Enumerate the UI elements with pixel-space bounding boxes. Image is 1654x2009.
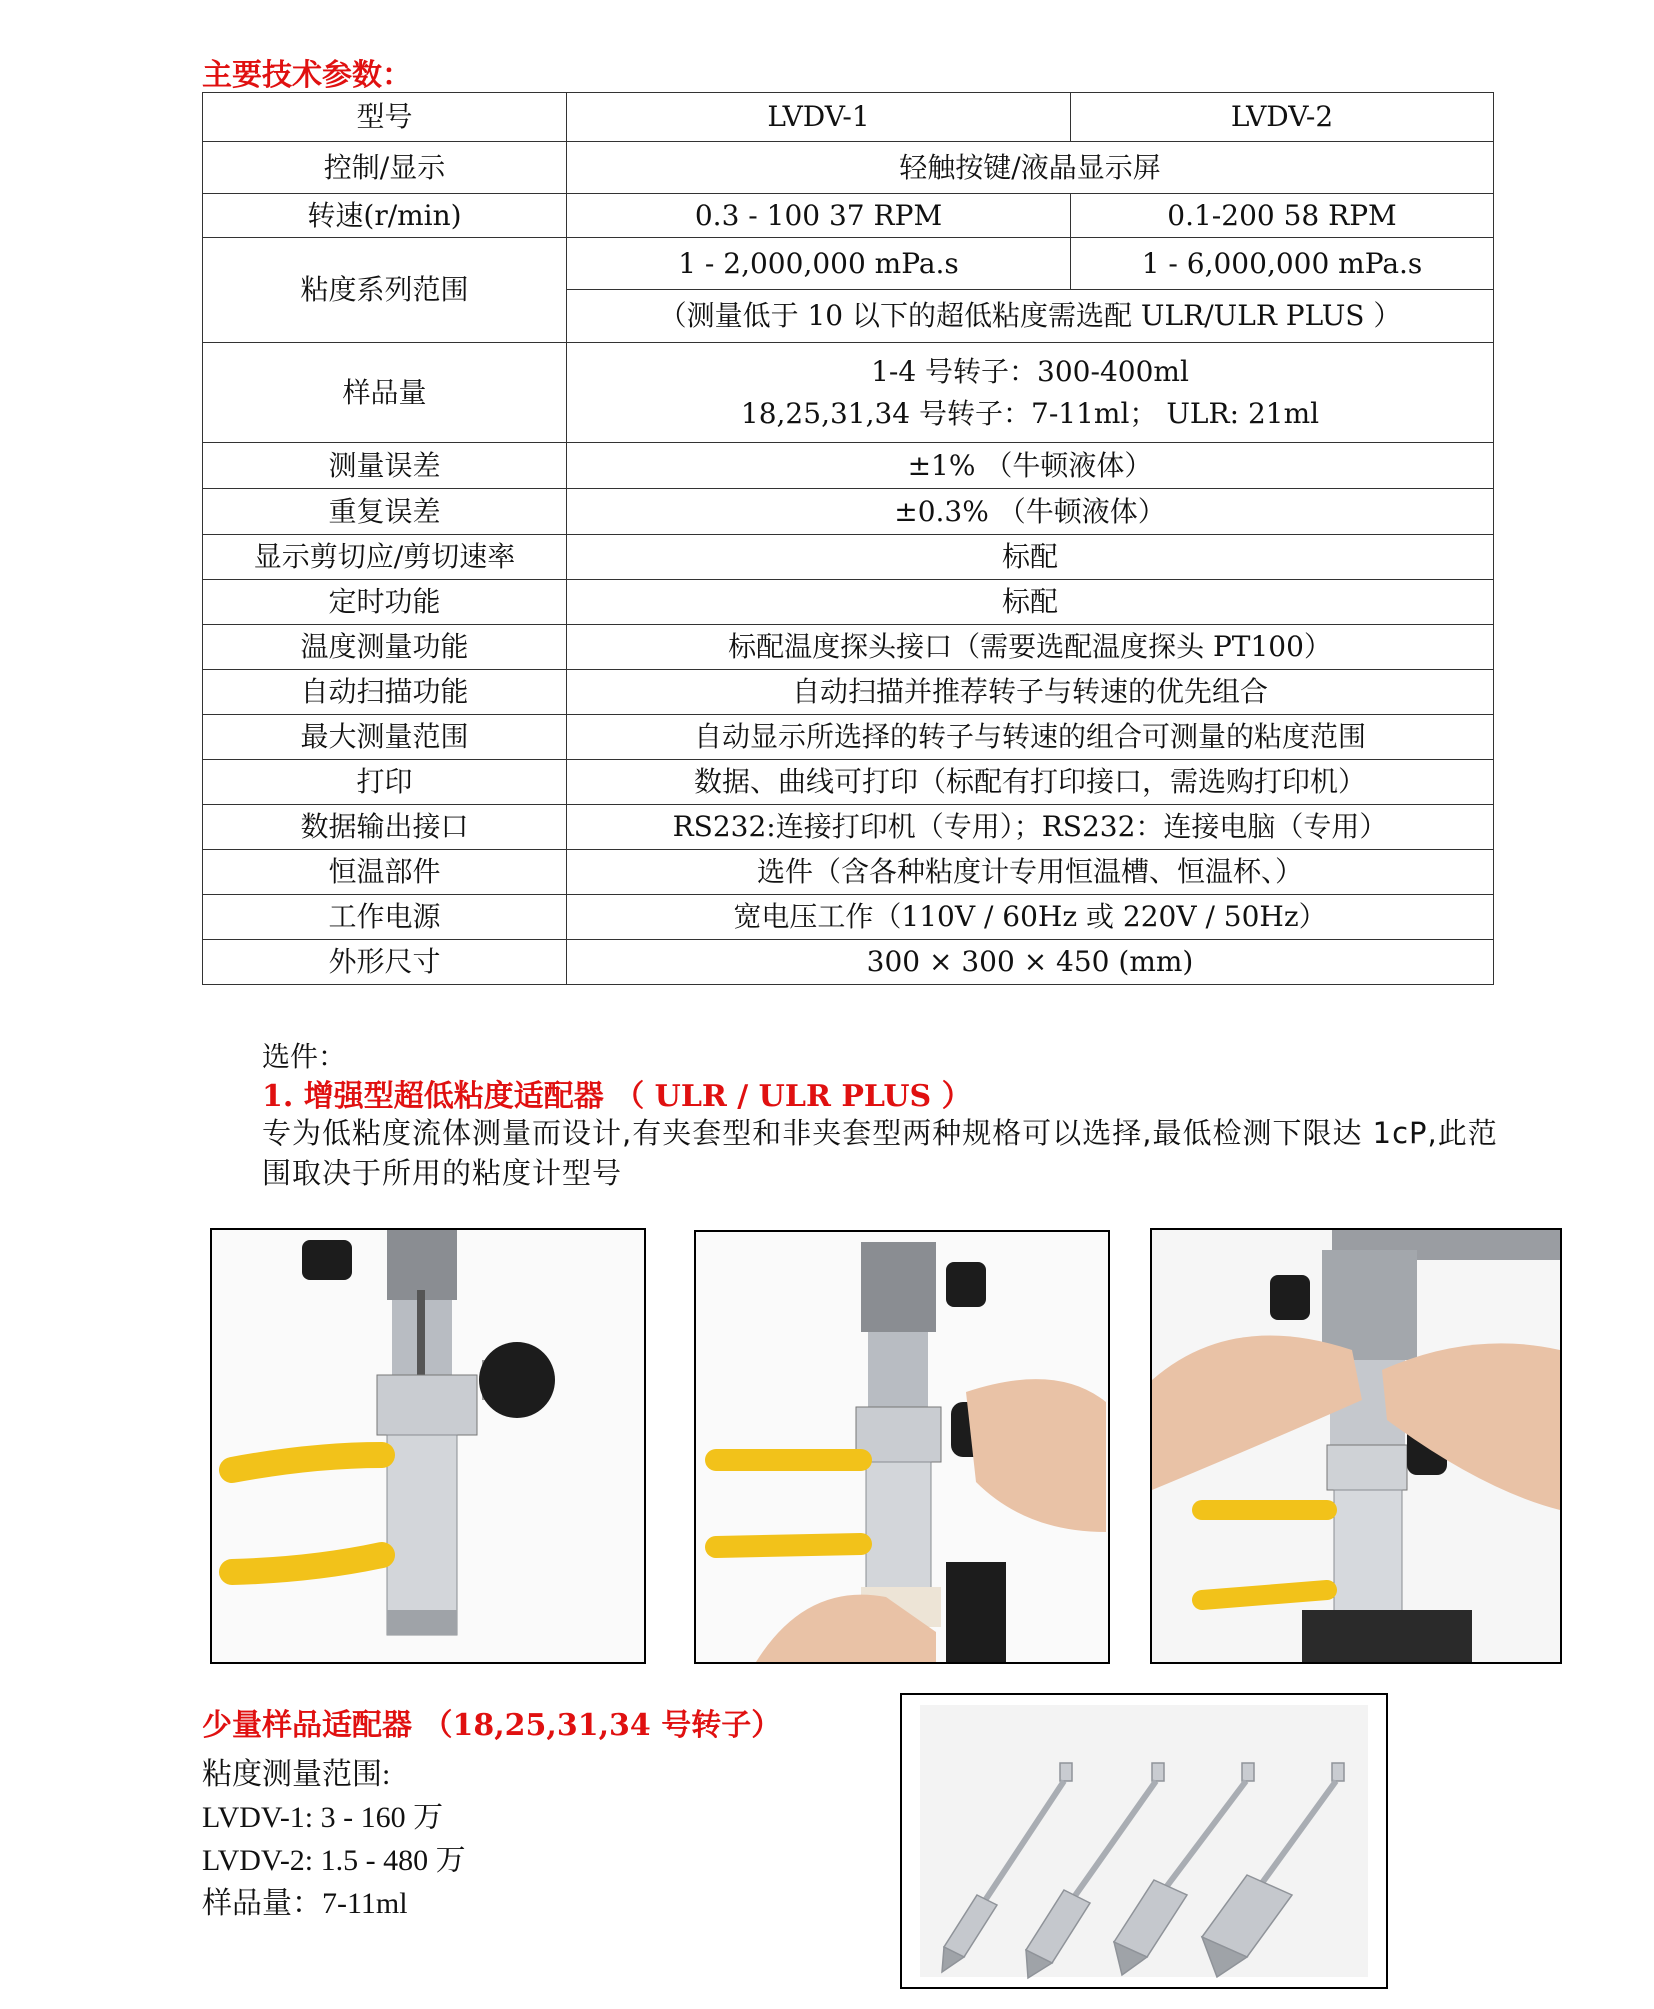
table-row: [203, 343, 1494, 443]
row-label: 恒温部件: [203, 850, 567, 895]
ulr-adapter-photo-1: [210, 1228, 646, 1664]
spec-table: [202, 92, 1494, 985]
table-row: [203, 805, 1494, 850]
row-value: 轻触按键/液晶显示屏: [567, 142, 1494, 194]
table-row: [203, 142, 1494, 194]
table-row: [203, 580, 1494, 625]
table-row: [203, 238, 1494, 290]
ulr-adapter-photo-2: [694, 1230, 1110, 1664]
table-row: [203, 940, 1494, 985]
row-value: 标配温度探头接口（需要选配温度探头 PT100）: [567, 625, 1494, 670]
row-value: 自动扫描并推荐转子与转速的优先组合: [567, 670, 1494, 715]
sample-volume: 样品量：7-11ml: [202, 1887, 408, 1920]
table-row: [203, 93, 1494, 142]
row-label: 工作电源: [203, 895, 567, 940]
table-row: [203, 760, 1494, 805]
option-1-title: 1. 增强型超低粘度适配器 （ ULR / ULR PLUS ）: [262, 1079, 972, 1114]
model-1: LVDV-1: [567, 93, 1071, 142]
table-row: [203, 535, 1494, 580]
row-value: 自动显示所选择的转子与转速的组合可测量的粘度范围: [567, 715, 1494, 760]
table-row: [203, 850, 1494, 895]
row-label: 粘度系列范围: [203, 238, 567, 343]
model-2: LVDV-2: [1071, 93, 1494, 142]
row-value: 标配: [567, 580, 1494, 625]
row-value: 0.1-200 58 RPM: [1071, 194, 1494, 238]
table-row: [203, 194, 1494, 238]
row-label: 自动扫描功能: [203, 670, 567, 715]
model-label: 型号: [203, 93, 567, 142]
sample-line-1: 1-4 号转子：300-400ml: [871, 354, 1189, 388]
row-value: 0.3 - 100 37 RPM: [567, 194, 1071, 238]
row-label: 打印: [203, 760, 567, 805]
options-label: 选件：: [262, 1040, 347, 1073]
row-value: 数据、曲线可打印（标配有打印接口，需选购打印机）: [567, 760, 1494, 805]
row-value: 300 × 300 × 450 (mm): [567, 940, 1494, 985]
row-label: 样品量: [203, 343, 567, 443]
option-1-description: 专为低粘度流体测量而设计,有夹套型和非夹套型两种规格可以选择,最低检测下限达 1cP,此范围取决于所用的粘度计型号: [262, 1116, 1498, 1190]
row-value: 1 - 6,000,000 mPa.s: [1071, 238, 1494, 290]
row-label: 转速(r/min): [203, 194, 567, 238]
ulr-adapter-photo-3: [1150, 1228, 1562, 1664]
row-value: ±0.3% （牛顿液体）: [567, 489, 1494, 535]
row-value: 宽电压工作（110V / 60Hz 或 220V / 50Hz）: [567, 895, 1494, 940]
range-label: 粘度测量范围:: [202, 1758, 391, 1791]
row-label: 定时功能: [203, 580, 567, 625]
row-label: 显示剪切应/剪切速率: [203, 535, 567, 580]
row-value: 标配: [567, 535, 1494, 580]
table-row: [203, 489, 1494, 535]
row-value: ±1% （牛顿液体）: [567, 443, 1494, 489]
section-title: 主要技术参数：: [202, 58, 412, 93]
lvdv1-range: LVDV-1: 3 - 160 万: [202, 1801, 444, 1834]
small-sample-title: 少量样品适配器 （18,25,31,34 号转子）: [202, 1708, 782, 1743]
table-row: [203, 715, 1494, 760]
row-label: 控制/显示: [203, 142, 567, 194]
row-label: 温度测量功能: [203, 625, 567, 670]
row-value: 1 - 2,000,000 mPa.s: [567, 238, 1071, 290]
row-label: 测量误差: [203, 443, 567, 489]
row-label: 外形尺寸: [203, 940, 567, 985]
row-label: 数据输出接口: [203, 805, 567, 850]
spindles-photo: [900, 1693, 1388, 1989]
table-row: [203, 895, 1494, 940]
row-value: 选件（含各种粘度计专用恒温槽、恒温杯、）: [567, 850, 1494, 895]
row-value: RS232:连接打印机（专用）；RS232：连接电脑（专用）: [567, 805, 1494, 850]
table-row: [203, 670, 1494, 715]
row-note: （测量低于 10 以下的超低粘度需选配 ULR/ULR PLUS ）: [567, 290, 1494, 343]
table-row: [203, 443, 1494, 489]
table-row: [203, 625, 1494, 670]
lvdv2-range: LVDV-2: 1.5 - 480 万: [202, 1844, 466, 1877]
row-label: 重复误差: [203, 489, 567, 535]
row-value: [567, 343, 1494, 443]
row-label: 最大测量范围: [203, 715, 567, 760]
sample-line-2: 18,25,31,34 号转子：7-11ml； ULR: 21ml: [740, 396, 1320, 430]
